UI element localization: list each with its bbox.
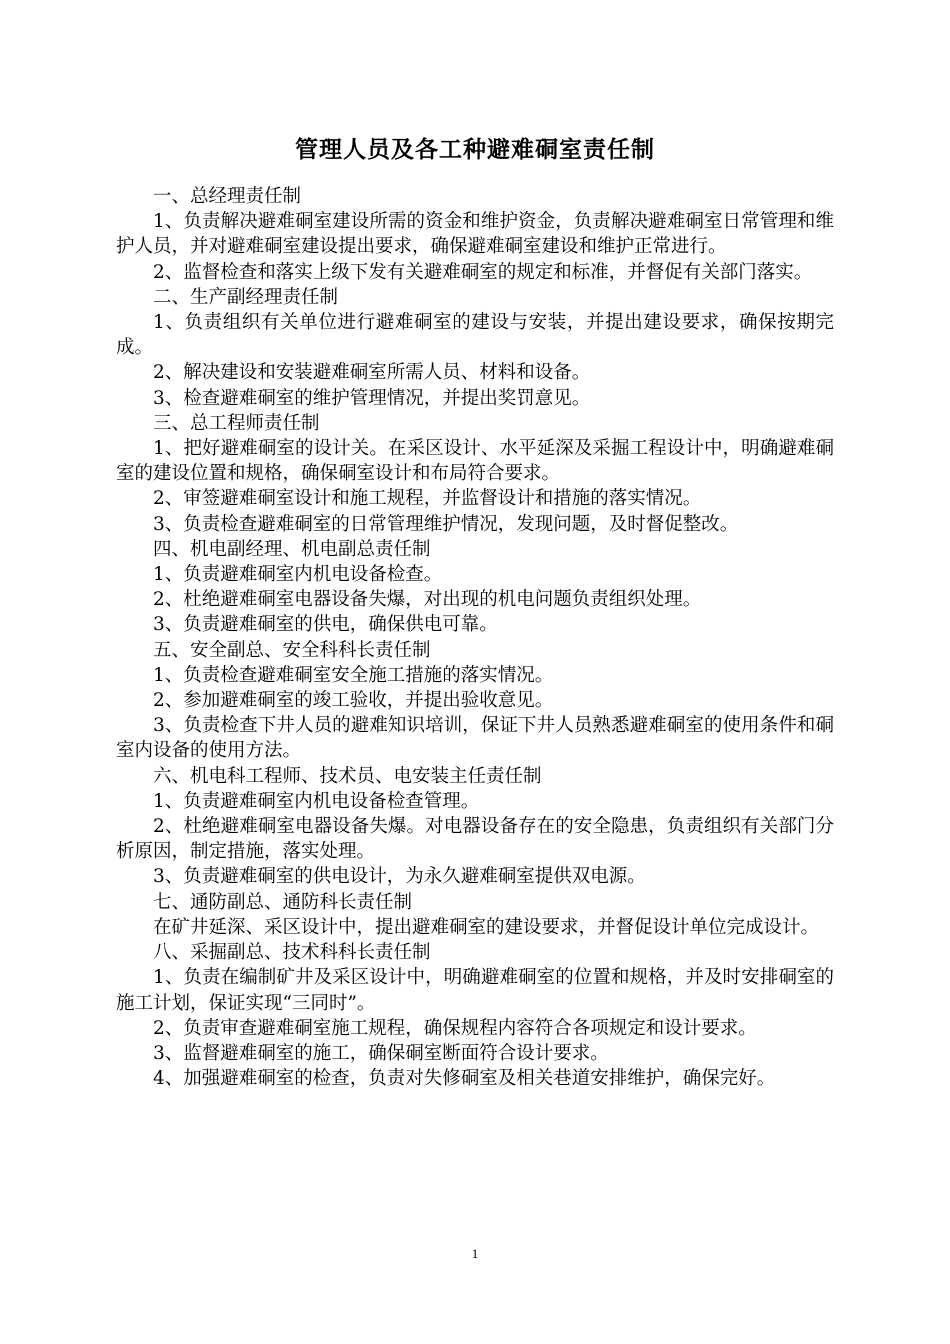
- paragraph: 1、把好避难硐室的设计关。在采区设计、水平延深及采掘工程设计中，明确避难硐室的建设位置和规格，确保硐室设计和布局符合要求。: [116, 438, 834, 485]
- paragraph: 3、监督避难硐室的施工，确保硐室断面符合设计要求。: [153, 1042, 609, 1064]
- paragraph: 2、解决建设和安装避难硐室所需人员、材料和设备。: [153, 362, 591, 384]
- paragraph: 2、审签避难硐室设计和施工规程，并监督设计和措施的落实情况。: [153, 488, 702, 510]
- document-body: [116, 184, 834, 1091]
- paragraph: 在矿井延深、采区设计中，提出避难硐室的建设要求，并督促设计单位完成设计。: [153, 916, 820, 938]
- section-heading-electromechanical-engineer: 六、机电科工程师、技术员、电安装主任责任制: [153, 765, 542, 787]
- paragraph: 3、负责检查下井人员的避难知识培训，保证下井人员熟悉避难硐室的使用条件和硐室内设备的使用方法。: [116, 715, 834, 762]
- paragraph: 1、负责避难硐室内机电设备检查管理。: [153, 790, 480, 812]
- paragraph: 1、负责避难硐室内机电设备检查。: [153, 564, 443, 586]
- section-heading-general-manager: 一、总经理责任制: [153, 186, 302, 207]
- paragraph: 2、负责审查避难硐室施工规程，确保规程内容符合各项规定和设计要求。: [153, 1017, 757, 1039]
- section-heading-mining-deputy: 八、采掘副总、技术科科长责任制: [153, 942, 431, 964]
- paragraph: 2、杜绝避难硐室电器设备失爆。对电器设备存在的安全隐患，负责组织有关部门分析原因，制定措施，落实处理。: [116, 816, 834, 863]
- paragraph: 3、检查避难硐室的维护管理情况，并提出奖罚意见。: [153, 387, 591, 409]
- paragraph: 4、加强避难硐室的检查，负责对失修硐室及相关巷道安排维护，确保完好。: [153, 1068, 776, 1090]
- page-number: 1: [471, 1246, 479, 1261]
- section-heading-safety-deputy: 五、安全副总、安全科科长责任制: [153, 639, 431, 661]
- paragraph: 1、负责在编制矿井及采区设计中，明确避难硐室的位置和规格，并及时安排硐室的施工计划，保证实现“三同时”。: [116, 967, 834, 1014]
- paragraph: 1、负责组织有关单位进行避难硐室的建设与安装，并提出建设要求，确保按期完成。: [116, 312, 834, 359]
- section-heading-chief-engineer: 三、总工程师责任制: [153, 412, 320, 434]
- paragraph: 2、监督检查和落实上级下发有关避难硐室的规定和标准，并督促有关部门落实。: [153, 261, 813, 283]
- paragraph: 2、杜绝避难硐室电器设备失爆，对出现的机电问题负责组织处理。: [153, 589, 702, 611]
- paragraph: 3、负责检查避难硐室的日常管理维护情况，发现问题，及时督促整改。: [153, 513, 739, 535]
- paragraph: 1、负责解决避难硐室建设所需的资金和维护资金，负责解决避难硐室日常管理和维护人员，并对避难硐室建设提出要求，确保避难硐室建设和维护正常进行。: [116, 211, 834, 258]
- paragraph: 2、参加避难硐室的竣工验收，并提出验收意见。: [153, 690, 554, 712]
- section-heading-electromechanical-deputy: 四、机电副经理、机电副总责任制: [153, 538, 431, 560]
- paragraph: 3、负责避难硐室的供电，确保供电可靠。: [153, 614, 498, 636]
- document-title: 管理人员及各工种避难硐室责任制: [295, 137, 655, 163]
- section-heading-ventilation-deputy: 七、通防副总、通防科长责任制: [153, 891, 413, 913]
- paragraph: 3、负责避难硐室的供电设计，为永久避难硐室提供双电源。: [153, 866, 646, 888]
- section-heading-production-deputy: 二、生产副经理责任制: [153, 286, 339, 308]
- paragraph: 1、负责检查避难硐室安全施工措施的落实情况。: [153, 664, 554, 686]
